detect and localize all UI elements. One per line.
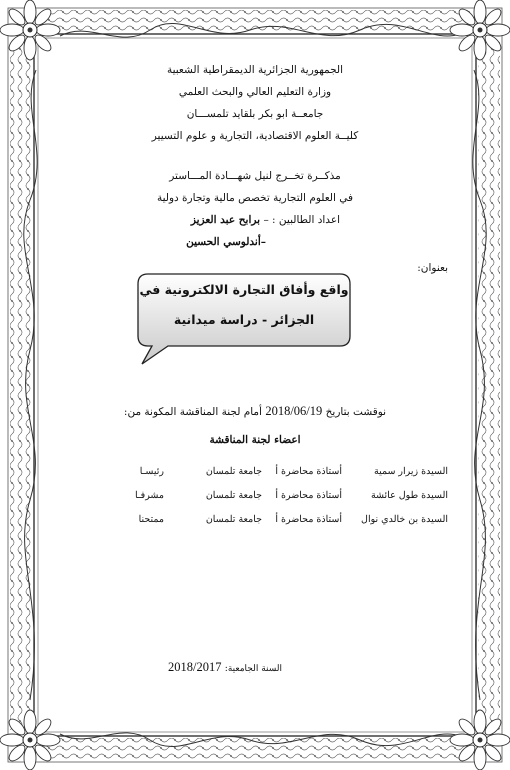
member-university: جامعة تلمسان	[205, 466, 262, 477]
member-university: جامعة تلمسان	[205, 490, 262, 501]
member-rank: أستاذة محاضرة أ	[275, 466, 342, 477]
defense-line	[62, 404, 448, 419]
republic-name: الجمهورية الجزائرية الديمقراطية الشعبية	[166, 64, 344, 76]
title-label: بعنوان:	[417, 262, 448, 274]
defense-date: 2018/06/19	[265, 404, 323, 418]
ministry-name: وزارة التعليم العالي والبحث العلمي	[178, 86, 332, 98]
committee-member-row	[62, 514, 448, 530]
committee-heading: اعضاء لجنة المناقشة	[209, 434, 301, 446]
title-speech-bubble	[134, 270, 354, 400]
defense-text-after: أمام لجنة المناقشة المكونة من:	[123, 406, 262, 418]
member-name: السيدة بن خالدي نوال	[361, 514, 448, 525]
member-university: جامعة تلمسان	[205, 514, 262, 525]
academic-year-value: 2018/2017	[167, 660, 222, 674]
thesis-title-line-1: واقع وأفاق التجارة الالكترونية في	[139, 282, 349, 297]
member-name: السيدة طول عائشة	[370, 490, 448, 501]
committee-member-row	[62, 490, 448, 506]
university-name: جامعــة ابو بكر بلقايد تلمســـان	[186, 108, 324, 120]
faculty-name: كليــة العلوم الاقتصادية، التجارية و علوم التسيير	[151, 130, 359, 142]
committee-member-row	[62, 466, 448, 482]
memo-line-1: مذكــرة تخــرج لنيل شهـــادة المـــاستر	[169, 170, 341, 182]
member-role: ممتحنا	[138, 514, 164, 525]
student-2-name: –أندلوسي الحسين	[186, 236, 266, 248]
memo-line-2: في العلوم التجارية تخصص مالية وتجارة دولية	[156, 192, 354, 204]
prepared-by-label: اعداد الطالبين : –	[263, 214, 340, 226]
students-line	[62, 214, 340, 226]
member-rank: أستاذة محاضرة أ	[275, 490, 342, 501]
academic-year-label: السنة الجامعية:	[224, 664, 283, 674]
academic-year-line	[62, 660, 388, 675]
member-role: مشرفـا	[134, 490, 164, 501]
thesis-title-line-2: الجزائر - دراسة ميدانية	[173, 312, 315, 327]
student-1-name: برابح عبد العزيز	[190, 214, 261, 226]
member-role: رئيسـا	[139, 466, 164, 477]
member-name: السيدة زيرار سمية	[374, 466, 448, 477]
member-rank: أستاذة محاضرة أ	[275, 514, 342, 525]
defense-text-before: نوقشت بتاريخ	[325, 406, 387, 418]
